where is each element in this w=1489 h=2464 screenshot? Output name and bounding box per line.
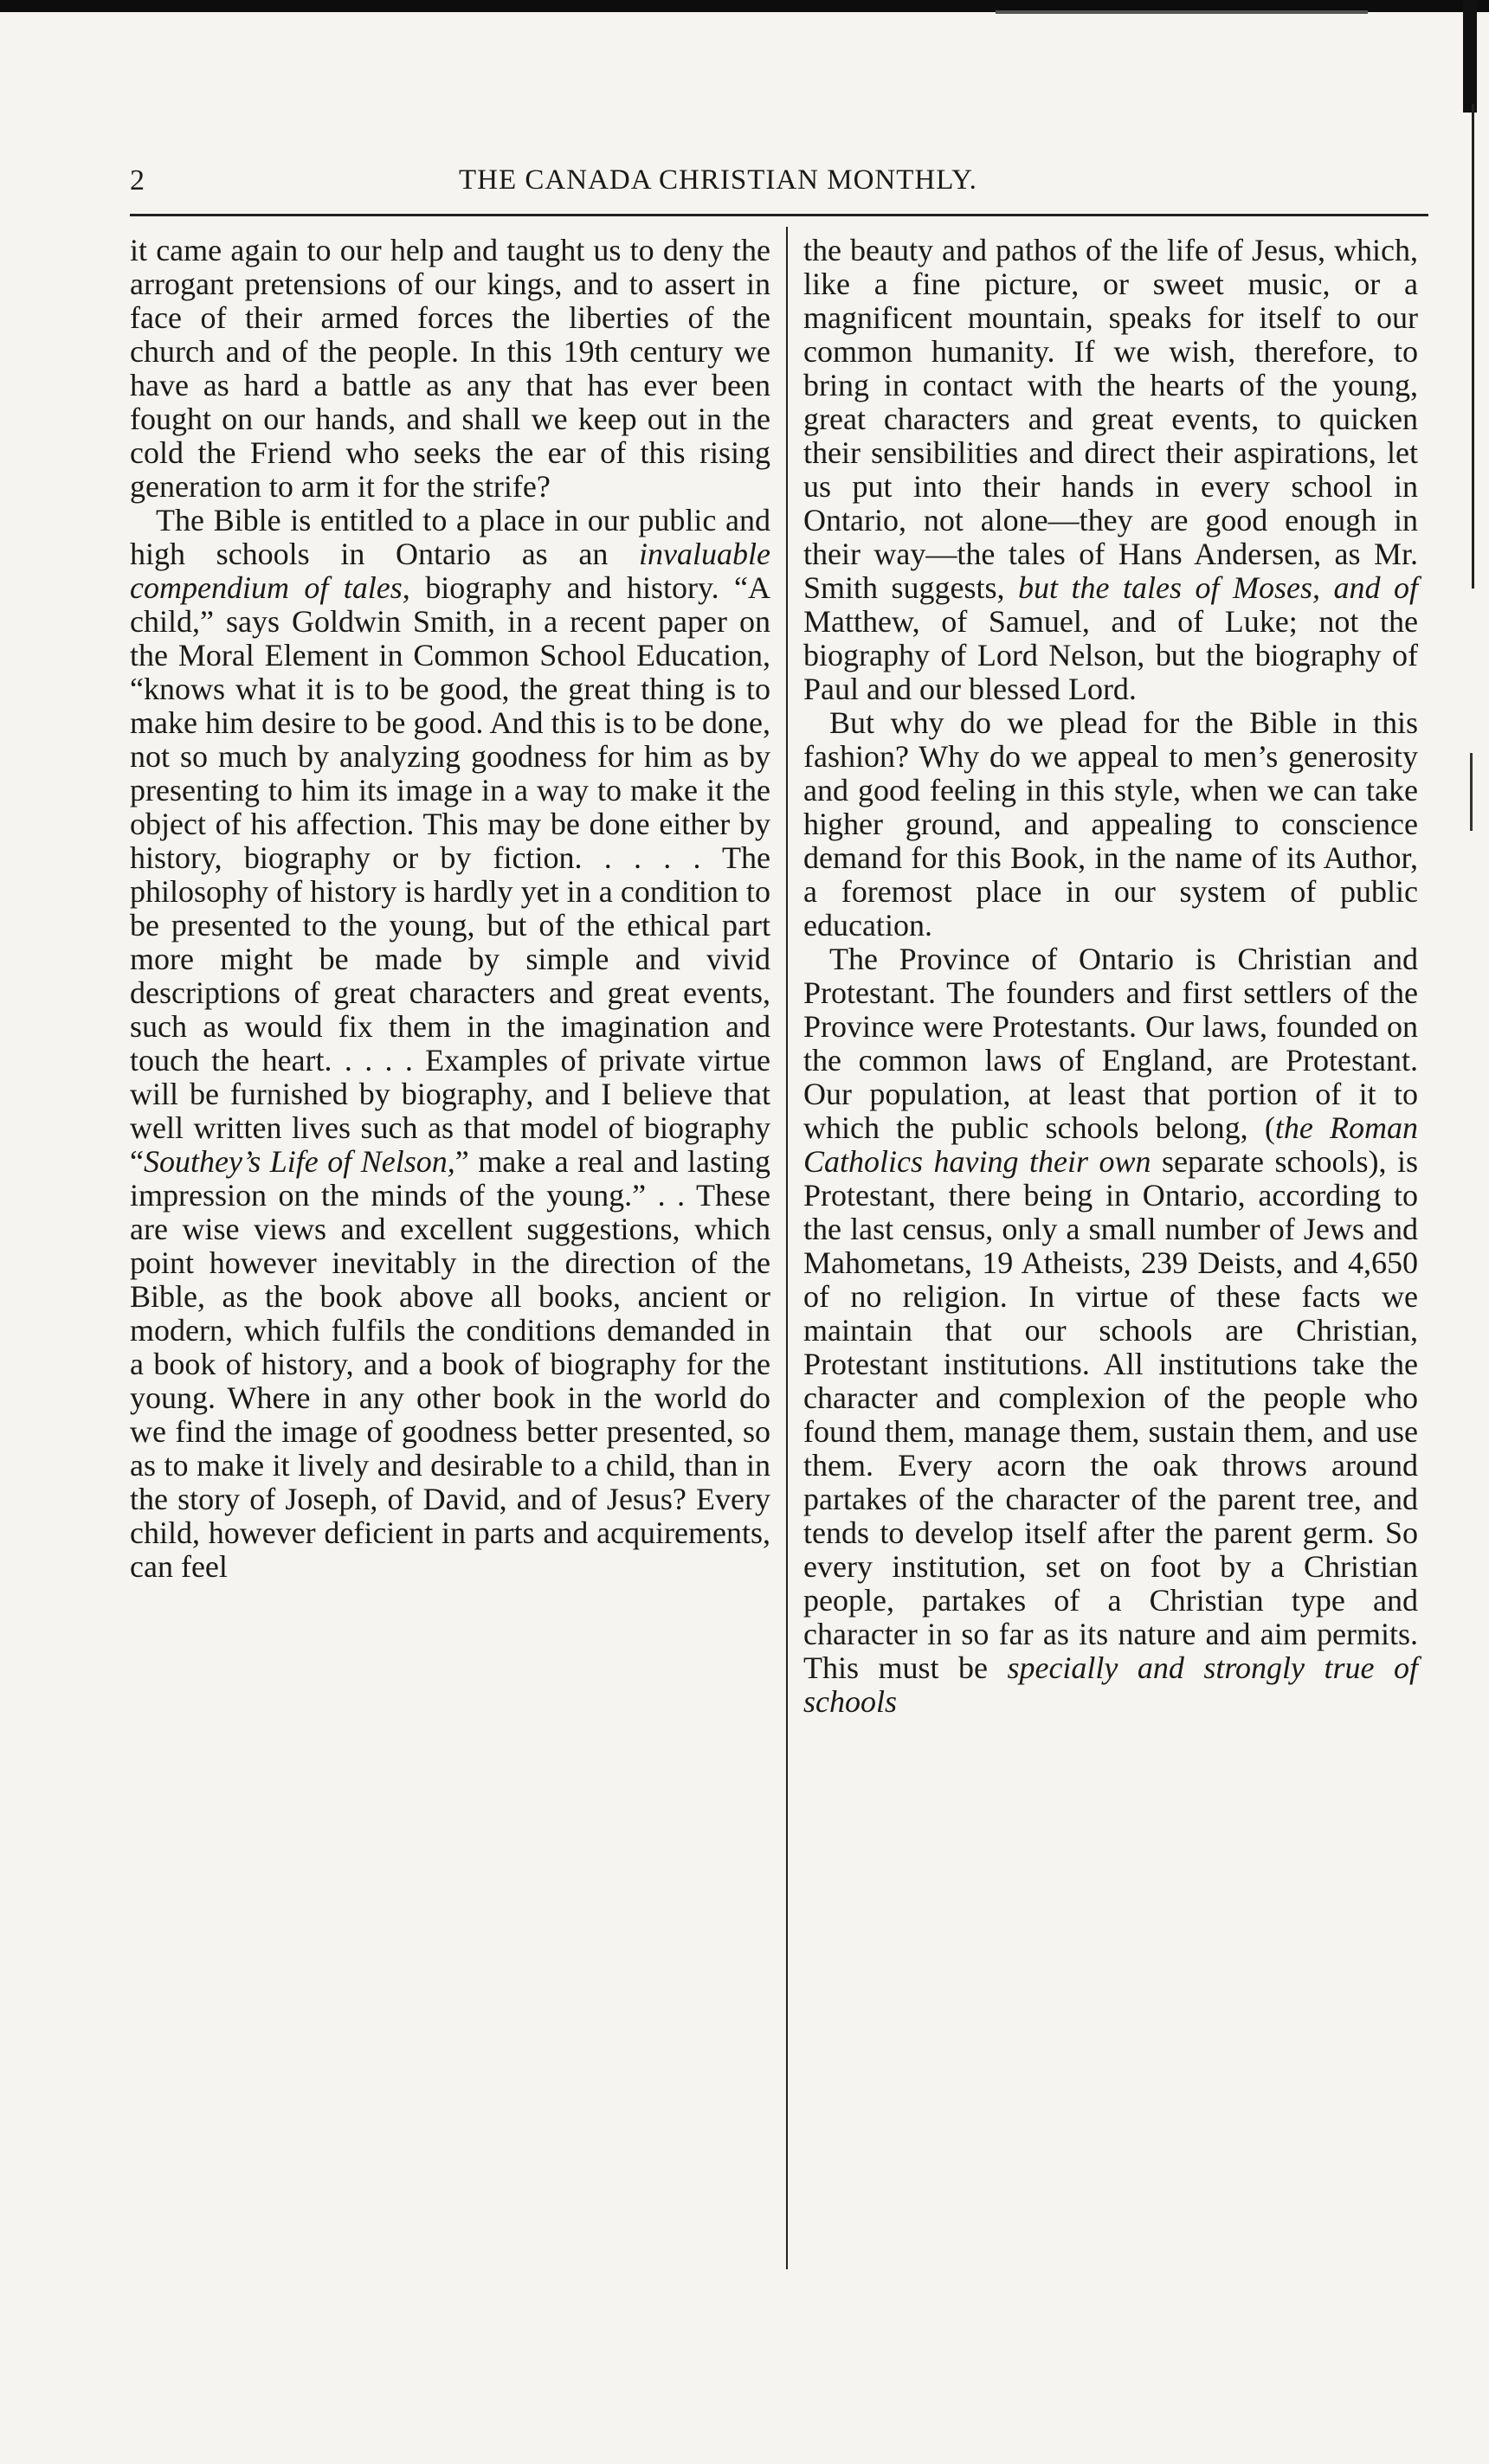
left-column <box>130 234 770 1584</box>
running-title: THE CANADA CHRISTIAN MONTHLY. <box>459 164 977 196</box>
header-rule <box>130 214 1428 216</box>
top-edge-rule-fade <box>996 10 1368 14</box>
page-edge-line <box>1472 104 1474 589</box>
right-paragraph-1: the beauty and pathos of the life of Jesus, which, like a fine picture, or sweet music, or a magnificent mountain, speaks for itself to our common humanity. If we wish, therefore, to bring in contact with the hearts of the young, great characters and great events, to quicken their sensibilities and direct their aspirations, let us put into their hands in every school in Ontario, not alone—they are good enough in their way—the tales of Hans Andersen, as Mr. Smith suggests, but the tales of Moses, and of Matthew, of Samuel, and of Luke; not the biography of Lord Nelson, but the biography of Paul and our blessed Lord. <box>803 233 1418 706</box>
column-divider <box>786 227 788 2269</box>
page-edge-corner <box>1463 0 1477 113</box>
right-paragraph-3: The Province of Ontario is Christian and Protestant. The founders and first settlers of the Province were Protestants. Our laws, founded on the common laws of England, are Protestant. Our population, at least that portion of it to which the public schools belong, (the Roman Catholics having their own separate schools), is Protestant, there being in Ontario, according to the last census, only a small number of Jews and Mahometans, 19 Atheists, 239 Deists, and 4,650 of no religion. In virtue of these facts we maintain that our schools are Christian, Protestant institutions. All institutions take the character and complexion of the people who found them, manage them, sustain them, and use them. Every acorn the oak throws around partakes of the character of the parent tree, and tends to develop itself after the parent germ. So every institution, set on foot by a Christian people, partakes of a Christian type and character in so far as its nature and aim permits. This must be specially and strongly true of schools <box>803 942 1418 1719</box>
right-column <box>803 234 1418 1719</box>
left-paragraph-2: The Bible is entitled to a place in our public and high schools in Ontario as an invaluable compendium of tales, biography and history. “A child,” says Goldwin Smith, in a recent paper on the Moral Element in Common School Education, “knows what it is to be good, the great thing is to make him desire to be good. And this is to be done, not so much by analyzing goodness for him as by presenting to him its image in a way to make it the object of his affection. This may be done either by history, biography or by fiction. . . . . The philosophy of history is hardly yet in a condition to be presented to the young, but of the ethical part more might be made by simple and vivid descriptions of great characters and great events, such as would fix them in the imagination and touch the heart. . . . . Examples of private virtue will be furnished by biography, and I believe that well written lives such as that model of biography “Southey’s Life of Nelson,” make a real and lasting impression on the minds of the young.” . . These are wise views and excellent suggestions, which point however inevitably in the direction of the Bible, as the book above all books, ancient or modern, which fulfils the conditions demanded in a book of history, and a book of biography for the young. Where in any other book in the world do we find the image of goodness better presented, so as to make it lively and desirable to a child, than in the story of Joseph, of David, and of Jesus? Every child, however deficient in parts and acquirements, can feel <box>130 503 771 1584</box>
right-paragraph-2: But why do we plead for the Bible in this fashion? Why do we appeal to men’s generosity and good feeling in this style, when we can take higher ground, and appealing to conscience demand for this Book, in the name of its Author, a foremost place in our system of public education. <box>803 705 1418 942</box>
running-header <box>130 164 1086 208</box>
page-number: 2 <box>130 164 145 196</box>
left-paragraph-1: it came again to our help and taught us to deny the arrogant pretensions of our kings, and to assert in face of their armed forces the liberties of the church and of the people. In this 19th century we have as hard a battle as any that has ever been fought on our hands, and shall we keep out in the cold the Friend who seeks the ear of this rising generation to arm it for the strife? <box>130 233 770 504</box>
page-edge-mark <box>1470 753 1473 831</box>
